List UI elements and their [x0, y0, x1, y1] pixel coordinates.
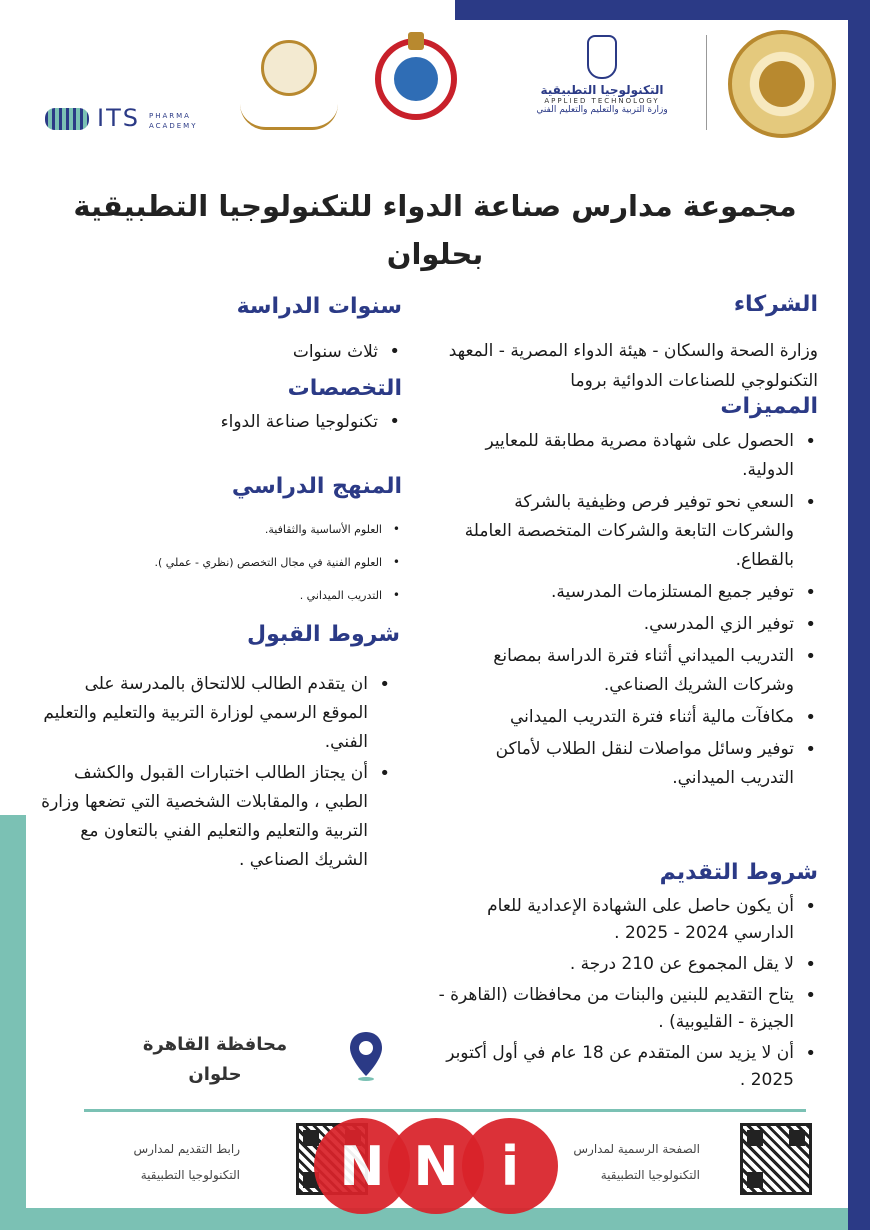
list-item: • لا يقل المجموع عن 210 درجة .	[430, 951, 818, 978]
list-item: • ثلاث سنوات	[180, 337, 402, 367]
list-item: • العلوم الأساسية والثقافية.	[40, 513, 402, 546]
health-ring	[375, 38, 457, 120]
list-item: • التدريب الميداني أثناء فترة الدراسة بمصانع وشركات الشريك الصناعي.	[448, 642, 818, 700]
list-item: • أن يكون حاصل على الشهادة الإعدادية للعام الدارسي 2024 - 2025 .	[430, 893, 818, 947]
features-heading: المميزات	[720, 394, 818, 419]
applied-technology-logo	[508, 35, 696, 135]
applied-tech-ar: التكنولوجيا التطبيقية	[540, 83, 664, 97]
list-item: • يتاح التقديم للبنين والبنات من محافظات (القاهرة - الجيزة - القليوبية) .	[430, 982, 818, 1036]
location-governorate: محافظة القاهرة	[142, 1034, 288, 1055]
list-item: • مكافآت مالية أثناء فترة التدريب الميداني	[448, 703, 818, 732]
partners-heading: الشركاء	[733, 292, 818, 317]
health-ministry-logo	[375, 38, 457, 138]
apply-link-line-1: رابط التقديم لمدارس	[133, 1142, 240, 1156]
admission-heading: شروط القبول	[246, 622, 400, 647]
location-pin-icon	[348, 1030, 384, 1082]
watermark-badge: i	[462, 1118, 558, 1214]
eda-emblem-icon	[261, 40, 317, 96]
logo-row	[0, 0, 870, 150]
right-band	[848, 20, 870, 1230]
partners-text: وزارة الصحة والسكان - هيئة الدواء المصرية - المعهد التكنولوجي للصناعات الدوائية بروما	[448, 341, 818, 391]
admission-list	[40, 670, 392, 875]
drug-authority-logo	[240, 40, 338, 140]
application-heading: شروط التقديم	[659, 860, 818, 885]
curriculum-heading: المنهج الدراسي	[231, 474, 402, 499]
official-page-qr-code[interactable]	[740, 1123, 812, 1195]
location-text	[120, 1030, 310, 1090]
applied-tech-en: APPLIED TECHNOLOGY	[544, 97, 660, 105]
specializations-list	[140, 407, 402, 437]
list-item: • الحصول على شهادة مصرية مطابقة للمعايير الدولية.	[448, 427, 818, 485]
curriculum-list	[40, 513, 402, 612]
its-sub: PHARMA ACADEMY	[149, 112, 198, 130]
dna-helix-icon	[45, 108, 89, 130]
title-line-2: بحلوان	[386, 237, 484, 271]
study-years-heading: سنوات الدراسة	[236, 294, 402, 319]
official-page-line-1: الصفحة الرسمية لمدارس	[573, 1142, 700, 1156]
eda-script	[240, 104, 338, 130]
watermark-badge: N	[314, 1118, 410, 1214]
title-line-1: مجموعة مدارس صناعة الدواء للتكنولوجيا التطبيقية	[73, 189, 797, 223]
list-item: • توفير الزي المدرسي.	[448, 610, 818, 639]
specializations-heading: التخصصات	[287, 376, 402, 401]
list-item: • العلوم الفنية في مجال التخصص (نظري - عملي ).	[40, 546, 402, 579]
official-page-caption	[540, 1136, 700, 1188]
list-item: • تكنولوجيا صناعة الدواء	[140, 407, 402, 437]
application-list	[430, 893, 818, 1094]
hand-icon	[587, 35, 617, 79]
list-item: • التدريب الميداني .	[40, 579, 402, 612]
list-item: • توفير وسائل مواصلات لنقل الطلاب لأماكن التدريب الميداني.	[448, 735, 818, 793]
list-item: • توفير جميع المستلزمات المدرسية.	[448, 578, 818, 607]
applied-tech-ministry: وزارة التربية والتعليم والتعليم الفني	[536, 105, 668, 115]
list-item: • أن لا يزيد سن المتقدم عن 18 عام في أول أكتوبر 2025 .	[430, 1040, 818, 1094]
list-item: • السعي نحو توفير فرص وظيفية بالشركة والشركات التابعة والشركات المتخصصة العاملة بالقطاع.	[448, 488, 818, 575]
official-page-line-2: التكنولوجيا التطبيقية	[600, 1168, 700, 1182]
features-list	[448, 427, 818, 793]
location-district: حلوان	[188, 1064, 242, 1085]
family-icon	[394, 57, 438, 101]
ministry-seal-logo	[728, 30, 836, 138]
eagle-icon	[759, 61, 805, 107]
list-item: • ان يتقدم الطالب للالتحاق بالمدرسة على الموقع الرسمي لوزارة التربية والتعليم والتعليم الفني.	[40, 670, 392, 757]
list-item: • أن يجتاز الطالب اختبارات القبول والكشف الطبي ، والمقابلات الشخصية التي تضعها وزارة التربية والتعليم والتعليم الفني بالتعاون مع الشريك الصناعي .	[40, 759, 392, 875]
logo-divider	[706, 35, 707, 130]
watermark-badge: N	[388, 1118, 484, 1214]
its-pharma-logo	[45, 104, 215, 134]
study-years-list	[180, 337, 402, 367]
page-title	[60, 182, 810, 278]
apply-link-line-2: التكنولوجيا التطبيقية	[140, 1168, 240, 1182]
eagle-icon	[408, 32, 424, 50]
its-word: ITS	[97, 104, 140, 132]
apply-link-caption	[80, 1136, 240, 1188]
footer-divider	[84, 1109, 806, 1112]
